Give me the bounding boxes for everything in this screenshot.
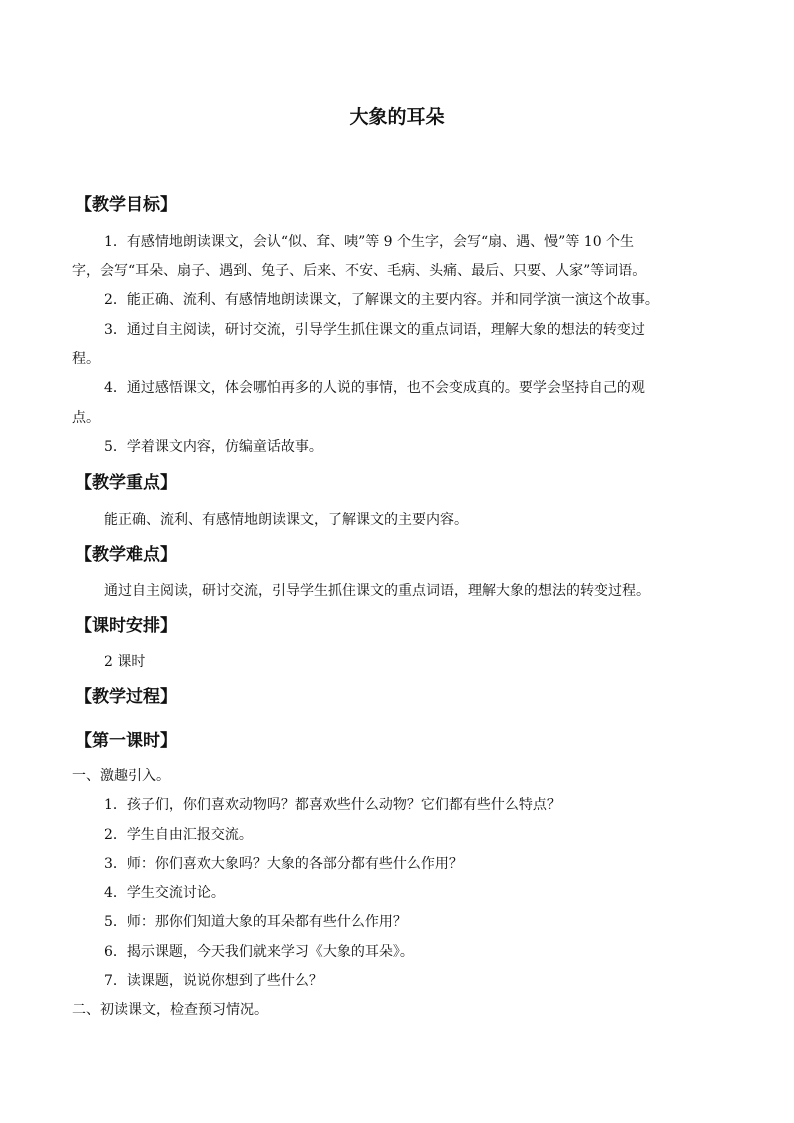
section-1-title: 一、激趣引入。: [72, 768, 170, 784]
section-1-item: 3．师：你们喜欢大象吗？大象的各部分都有些什么作用？: [104, 856, 463, 872]
heading-first-lesson: 【第一课时】: [75, 731, 177, 751]
section-1-item: 6．揭示课题，今天我们就来学习《大象的耳朵》。: [104, 944, 414, 960]
heading-objectives: 【教学目标】: [75, 195, 177, 215]
objective-3-line-2: 程。: [72, 351, 100, 367]
section-2-title: 二、初读课文，检查预习情况。: [72, 1002, 268, 1018]
section-1-item: 2．学生自由汇报交流。: [104, 827, 253, 843]
heading-key-points: 【教学重点】: [75, 473, 177, 493]
section-1-item: 1．孩子们，你们喜欢动物吗？都喜欢些什么动物？它们都有些什么特点？: [104, 797, 561, 813]
objective-5: 5．学着课文内容，仿编童话故事。: [104, 439, 323, 455]
objective-1-line-1: 1．有感情地朗读课文，会认“似、耷、咦”等 9 个生字，会写“扇、遇、慢”等 10 个生: [104, 234, 635, 250]
objective-4-line-2: 点。: [72, 410, 100, 426]
heading-process: 【教学过程】: [75, 687, 177, 707]
difficulties-text: 通过自主阅读，研讨交流，引导学生抓住课文的重点词语，理解大象的想法的转变过程。: [104, 583, 650, 599]
objective-4-line-1: 4．通过感悟课文，体会哪怕再多的人说的事情，也不会变成真的。要学会坚持自己的观: [104, 380, 645, 396]
objective-2: 2．能正确、流利、有感情地朗读课文，了解课文的主要内容。并和同学演一演这个故事。: [104, 292, 659, 308]
objective-3-line-1: 3．通过自主阅读，研讨交流，引导学生抓住课文的重点词语，理解大象的想法的转变过: [104, 322, 645, 338]
heading-difficulties: 【教学难点】: [75, 545, 177, 565]
objective-1-line-2: 字，会写“耳朵、扇子、遇到、兔子、后来、不安、毛病、头痛、最后、只要、人家”等词语。: [72, 263, 647, 279]
heading-schedule: 【课时安排】: [75, 616, 177, 636]
schedule-text: 2 课时: [104, 654, 146, 670]
key-points-text: 能正确、流利、有感情地朗读课文，了解课文的主要内容。: [104, 512, 468, 528]
section-1-item: 7．读课题，说说你想到了些什么？: [104, 973, 323, 989]
section-1-item: 4．学生交流讨论。: [104, 885, 225, 901]
section-1-item: 5．师：那你们知道大象的耳朵都有些什么作用？: [104, 914, 407, 930]
document-title: 大象的耳朵: [349, 106, 445, 128]
